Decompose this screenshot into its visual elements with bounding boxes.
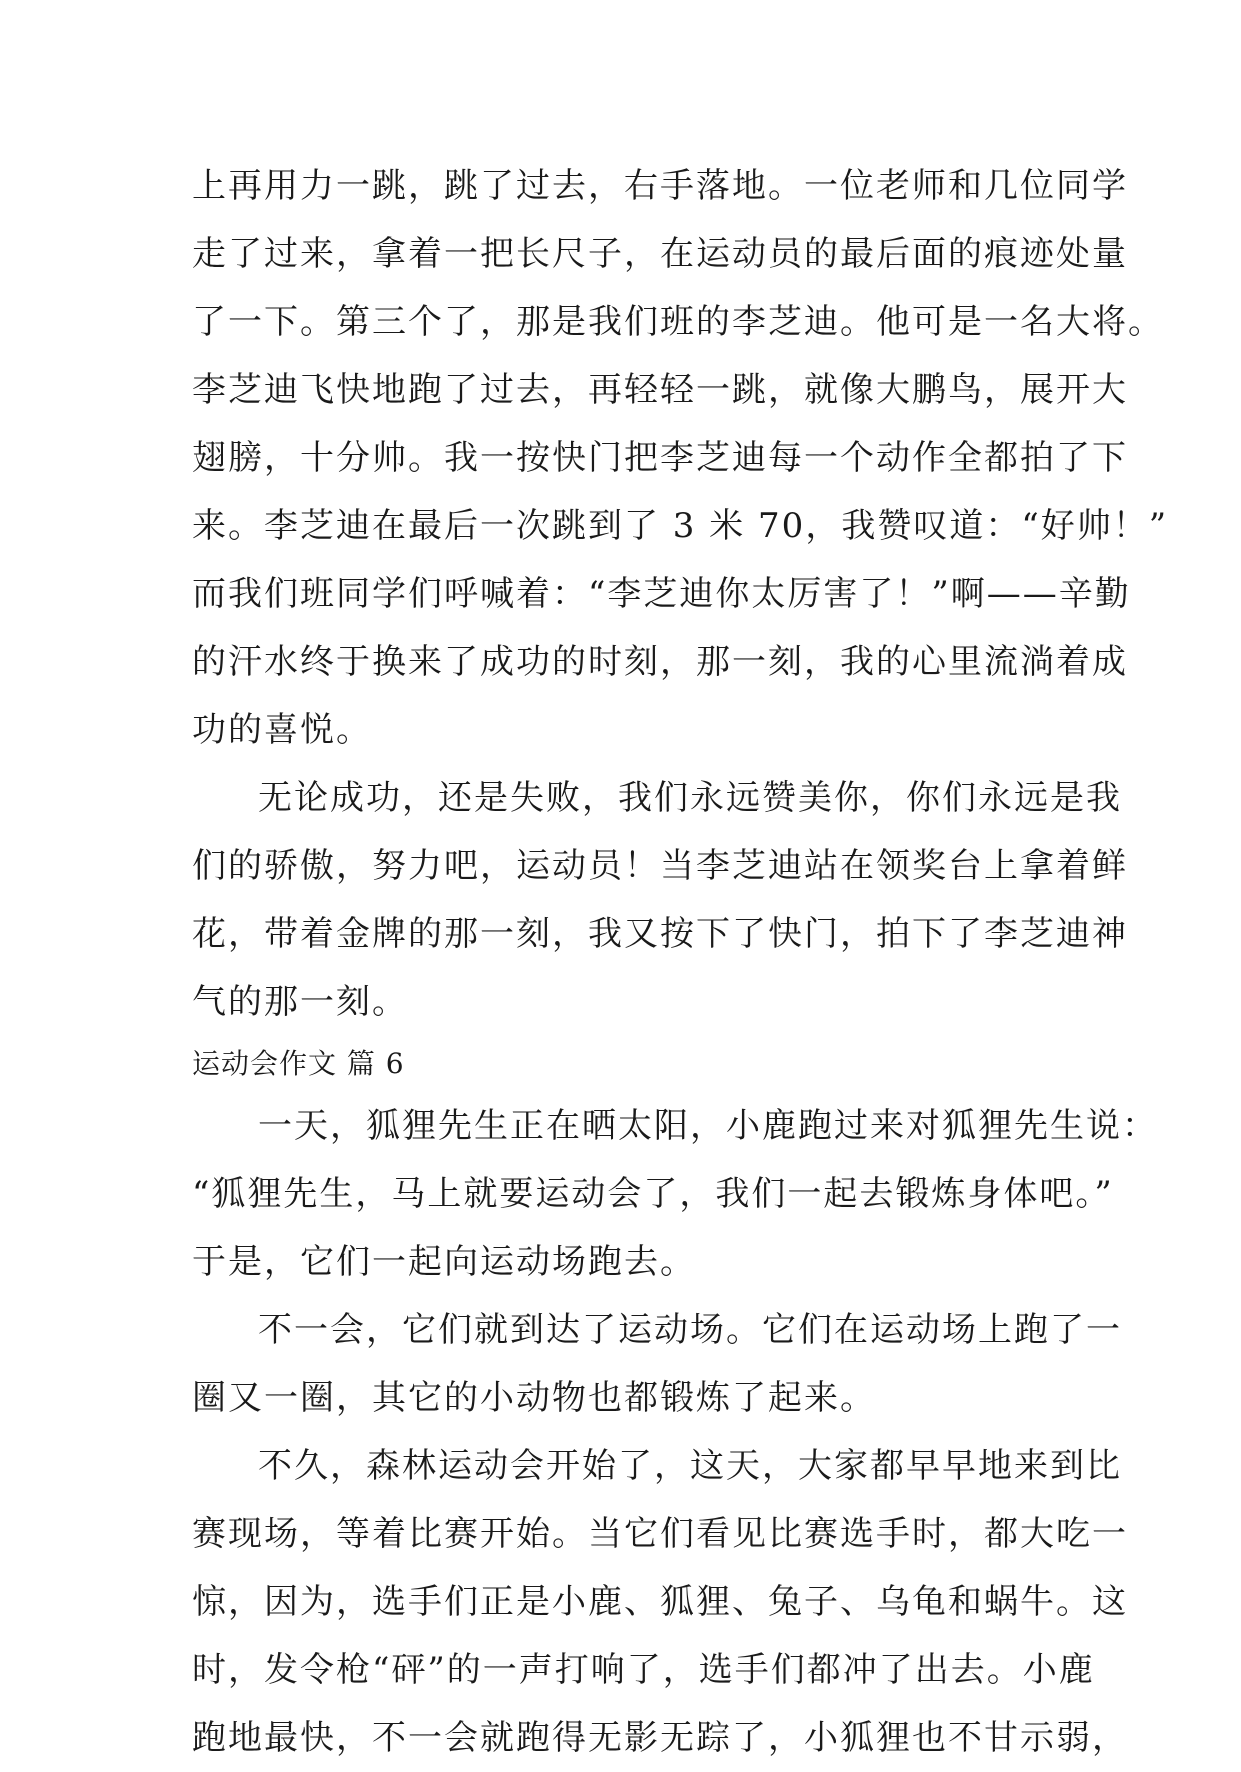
text-line: 来。李芝迪在最后一次跳到了 3 米 70，我赞叹道：“好帅！” — [192, 506, 1169, 546]
text-line: 于是，它们一起向运动场跑去。 — [192, 1242, 696, 1282]
text-line: 的汗水终于换来了成功的时刻，那一刻，我的心里流淌着成 — [192, 642, 1128, 682]
text-line: 无论成功，还是失败，我们永远赞美你，你们永远是我 — [258, 778, 1122, 818]
text-line: 走了过来，拿着一把长尺子，在运动员的最后面的痕迹处量 — [192, 234, 1128, 274]
paragraph — [192, 764, 1128, 1036]
text-line: 一天，狐狸先生正在晒太阳，小鹿跑过来对狐狸先生说： — [258, 1106, 1158, 1146]
text-line: 气的那一刻。 — [192, 982, 408, 1022]
text-line: 圈又一圈，其它的小动物也都锻炼了起来。 — [192, 1378, 876, 1418]
text-line: 不一会，它们就到达了运动场。它们在运动场上跑了一 — [258, 1310, 1122, 1350]
document-page — [192, 152, 1169, 1772]
text-line: 花，带着金牌的那一刻，我又按下了快门，拍下了李芝迪神 — [192, 914, 1128, 954]
paragraph — [192, 152, 1169, 764]
text-line: 赛现场，等着比赛开始。当它们看见比赛选手时，都大吃一 — [192, 1514, 1128, 1554]
text-line: 上再用力一跳，跳了过去，右手落地。一位老师和几位同学 — [192, 166, 1128, 206]
paragraph — [192, 1092, 1158, 1296]
text-line: 们的骄傲，努力吧，运动员！当李芝迪站在领奖台上拿着鲜 — [192, 846, 1128, 886]
text-line: 不久，森林运动会开始了，这天，大家都早早地来到比 — [258, 1446, 1122, 1486]
text-line: 了一下。第三个了，那是我们班的李芝迪。他可是一名大将。 — [192, 302, 1164, 342]
text-line: 翅膀，十分帅。我一按快门把李芝迪每一个动作全都拍了下 — [192, 438, 1128, 478]
text-line: 时，发令枪“砰”的一声打响了，选手们都冲了出去。小鹿 — [192, 1650, 1095, 1690]
text-line: 李芝迪飞快地跑了过去，再轻轻一跳，就像大鹏鸟，展开大 — [192, 370, 1128, 410]
section-heading: 运动会作文 篇 6 — [192, 1047, 405, 1080]
text-line: 惊，因为，选手们正是小鹿、狐狸、兔子、乌龟和蜗牛。这 — [192, 1582, 1128, 1622]
text-line: “狐狸先生，马上就要运动会了，我们一起去锻炼身体吧。” — [192, 1174, 1114, 1214]
paragraph — [192, 1432, 1128, 1772]
text-line: 跑地最快，不一会就跑得无影无踪了，小狐狸也不甘示弱， — [192, 1718, 1128, 1758]
text-line: 而我们班同学们呼喊着：“李芝迪你太厉害了！”啊——辛勤 — [192, 574, 1131, 614]
text-line: 功的喜悦。 — [192, 710, 372, 750]
paragraph — [192, 1296, 1122, 1432]
